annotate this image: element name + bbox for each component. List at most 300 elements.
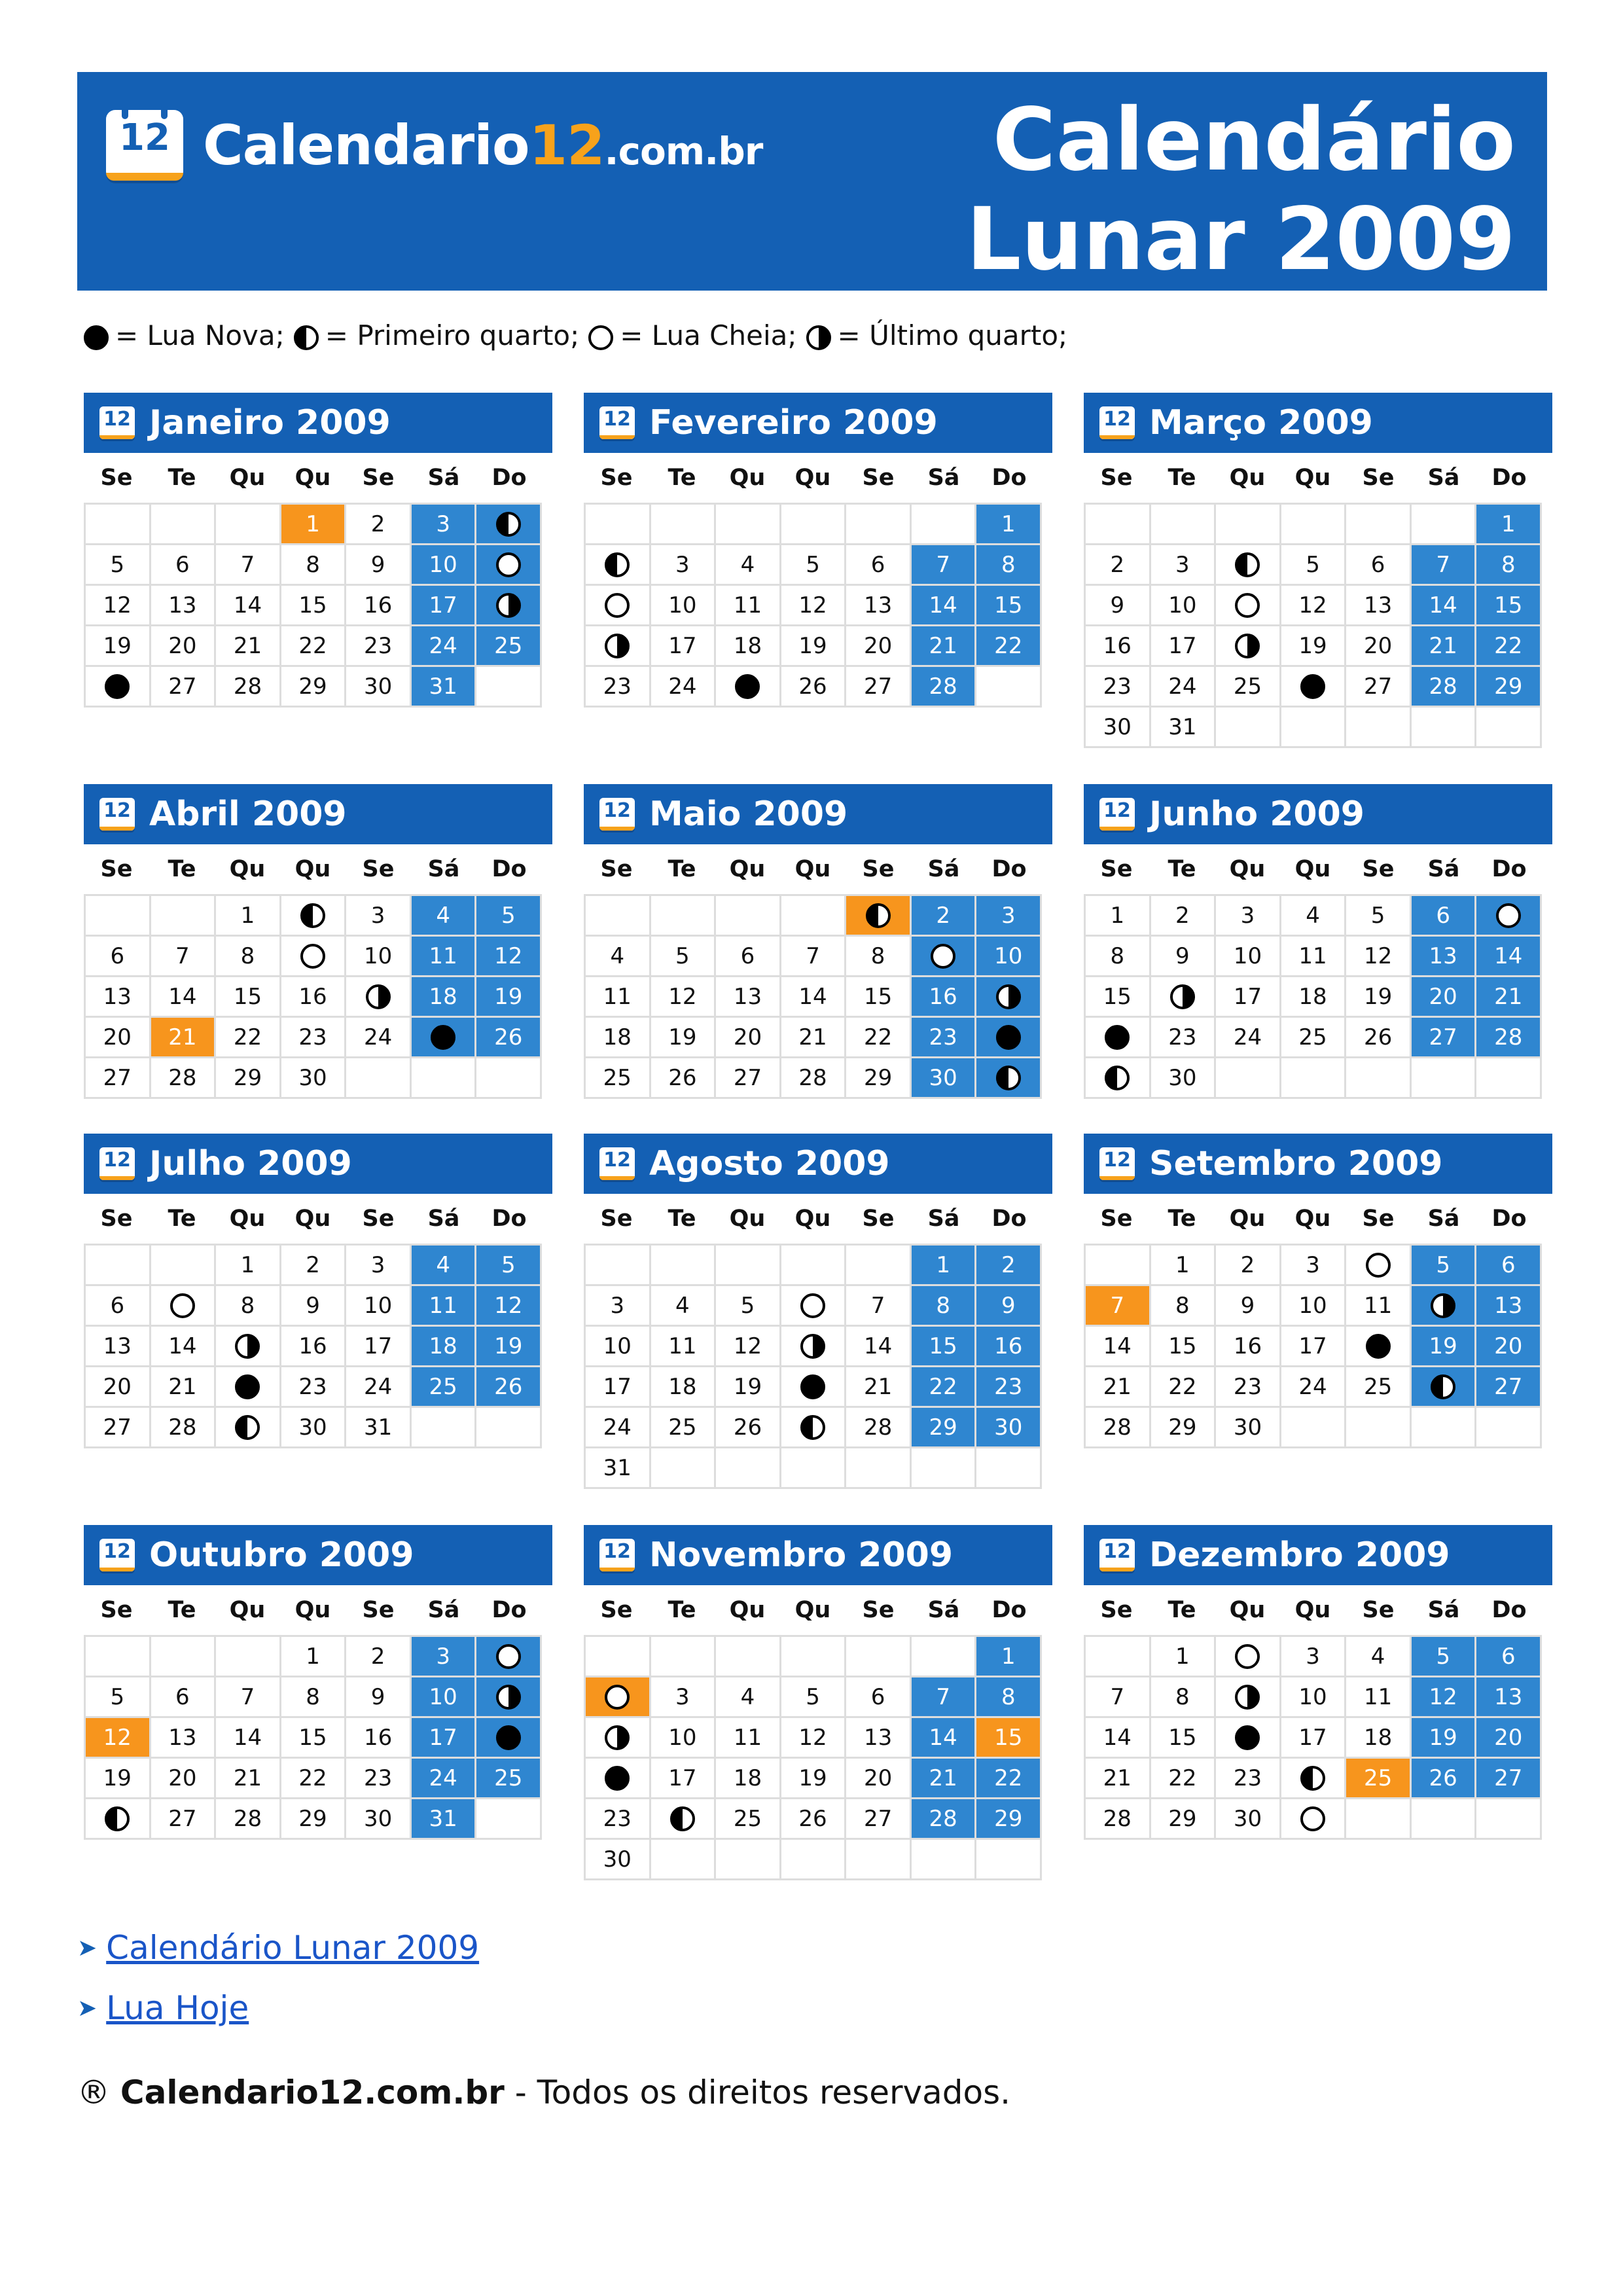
day-cell (781, 1327, 847, 1367)
day-cell: 2 (976, 1246, 1042, 1286)
day-cell: 17 (586, 1367, 651, 1408)
day-cell (1086, 1018, 1151, 1058)
month-grid (84, 1244, 542, 1448)
day-cell (976, 977, 1042, 1018)
week-row (1086, 1246, 1542, 1286)
arrow-right-icon: ➤ (77, 1934, 98, 1962)
weekday-label: Sá (427, 1597, 460, 1623)
week-row (1086, 545, 1542, 586)
day-cell: 20 (151, 626, 217, 667)
day-cell: 8 (976, 545, 1042, 586)
day-cell: 31 (346, 1408, 412, 1448)
week-row (1086, 505, 1542, 545)
week-row (1086, 1799, 1542, 1840)
empty-cell (1412, 1058, 1477, 1099)
empty-cell (1281, 1408, 1347, 1448)
weekday-label: Se (1100, 465, 1133, 491)
empty-cell (716, 505, 781, 545)
day-cell: 4 (412, 896, 477, 937)
day-cell: 3 (346, 1246, 412, 1286)
week-row (86, 1799, 542, 1840)
empty-cell (716, 1840, 781, 1880)
day-cell (586, 545, 651, 586)
week-row (86, 1759, 542, 1799)
empty-cell (586, 1637, 651, 1677)
day-cell: 2 (346, 1637, 412, 1677)
calendar-icon: 12 (1099, 1539, 1135, 1571)
first-quarter-icon (605, 552, 630, 577)
calendar-icon: 12 (99, 1539, 135, 1571)
day-cell: 17 (412, 586, 477, 626)
day-cell: 27 (1412, 1018, 1477, 1058)
empty-cell (476, 1408, 542, 1448)
weekday-label: Do (491, 856, 527, 882)
day-cell: 26 (781, 667, 847, 708)
week-row (86, 626, 542, 667)
empty-cell (651, 505, 717, 545)
week-row (86, 1018, 542, 1058)
empty-cell (1216, 1058, 1281, 1099)
day-cell: 25 (716, 1799, 781, 1840)
weekday-label: Do (991, 856, 1027, 882)
empty-cell (151, 505, 217, 545)
day-cell: 10 (1281, 1677, 1347, 1718)
empty-cell (586, 896, 651, 937)
day-cell: 26 (716, 1408, 781, 1448)
day-cell: 30 (281, 1408, 347, 1448)
week-row (86, 896, 542, 937)
day-cell (476, 1718, 542, 1759)
day-cell: 3 (976, 896, 1042, 937)
empty-cell (1476, 1408, 1542, 1448)
day-cell: 10 (651, 1718, 717, 1759)
week-row (586, 545, 1042, 586)
week-row (1086, 1677, 1542, 1718)
calendar-icon: 12 (599, 406, 635, 439)
day-cell: 11 (651, 1327, 717, 1367)
weekday-label: Sá (1427, 465, 1460, 491)
weekday-label: Te (168, 1206, 196, 1232)
day-cell: 5 (781, 545, 847, 586)
month-title: Outubro 2009 (149, 1535, 414, 1575)
day-cell: 27 (1476, 1367, 1542, 1408)
new-moon-icon (1105, 1025, 1130, 1050)
day-cell: 1 (1476, 505, 1542, 545)
day-cell: 9 (1086, 586, 1151, 626)
weekday-label: Sá (427, 856, 460, 882)
day-cell: 21 (1412, 626, 1477, 667)
first-quarter-icon (235, 1415, 260, 1440)
month-calendar (1084, 393, 1552, 748)
day-cell: 20 (1476, 1327, 1542, 1367)
day-cell: 23 (346, 1759, 412, 1799)
day-cell: 19 (716, 1367, 781, 1408)
link-lunar-calendar-2009[interactable]: Calendário Lunar 2009 (106, 1929, 480, 1967)
header-banner (77, 72, 1547, 291)
day-cell: 25 (1281, 1018, 1347, 1058)
weekday-header (1084, 1585, 1542, 1635)
month-calendar (584, 1134, 1052, 1489)
day-cell: 27 (716, 1058, 781, 1099)
weekday-label: Qu (729, 465, 766, 491)
day-cell: 21 (912, 626, 977, 667)
empty-cell (476, 1799, 542, 1840)
weekday-label: Do (491, 1206, 527, 1232)
empty-cell (1151, 505, 1217, 545)
day-cell: 8 (281, 1677, 347, 1718)
day-cell: 15 (1476, 586, 1542, 626)
day-cell: 27 (1346, 667, 1412, 708)
day-cell: 17 (1281, 1327, 1347, 1367)
day-cell: 5 (716, 1286, 781, 1327)
weekday-label: Qu (229, 1597, 266, 1623)
logo-text-number: 12 (529, 113, 605, 177)
last-quarter-icon (1235, 634, 1260, 658)
week-row (1086, 1327, 1542, 1367)
weekday-label: Sá (1427, 1206, 1460, 1232)
week-row (586, 977, 1042, 1018)
weekday-label: Se (100, 1597, 133, 1623)
empty-cell (846, 1448, 912, 1489)
day-cell: 3 (346, 896, 412, 937)
day-cell: 6 (151, 1677, 217, 1718)
day-cell: 20 (1476, 1718, 1542, 1759)
calendar-icon: 12 (1099, 798, 1135, 831)
first-quarter-icon (866, 903, 891, 928)
day-cell (716, 667, 781, 708)
empty-cell (651, 1448, 717, 1489)
day-cell: 21 (1086, 1759, 1151, 1799)
day-cell: 5 (651, 937, 717, 977)
empty-cell (912, 505, 977, 545)
day-cell: 17 (651, 1759, 717, 1799)
day-cell (1281, 667, 1347, 708)
day-cell: 30 (1151, 1058, 1217, 1099)
day-cell: 15 (1151, 1327, 1217, 1367)
day-cell: 1 (976, 505, 1042, 545)
full-moon-icon (496, 552, 521, 577)
day-cell: 25 (1346, 1759, 1412, 1799)
weekday-label: Se (362, 465, 395, 491)
empty-cell (781, 1448, 847, 1489)
empty-cell (846, 1840, 912, 1880)
last-quarter-icon (996, 984, 1021, 1009)
day-cell: 29 (912, 1408, 977, 1448)
day-cell: 8 (1476, 545, 1542, 586)
weekday-label: Qu (294, 1597, 331, 1623)
day-cell (1216, 545, 1281, 586)
day-cell: 14 (1086, 1327, 1151, 1367)
empty-cell (1346, 1408, 1412, 1448)
day-cell: 11 (412, 1286, 477, 1327)
day-cell: 15 (1151, 1718, 1217, 1759)
month-header (84, 784, 552, 844)
day-cell: 13 (86, 977, 151, 1018)
weekday-label: Qu (294, 856, 331, 882)
first-quarter-icon (1431, 1374, 1455, 1399)
day-cell: 12 (86, 1718, 151, 1759)
day-cell: 7 (216, 545, 281, 586)
empty-cell (846, 1637, 912, 1677)
day-cell: 26 (1412, 1759, 1477, 1799)
day-cell (216, 1327, 281, 1367)
month-grid (84, 894, 542, 1099)
month-title: Novembro 2009 (649, 1535, 954, 1575)
day-cell: 19 (476, 977, 542, 1018)
week-row (86, 1367, 542, 1408)
day-cell: 5 (476, 896, 542, 937)
day-cell (1346, 1246, 1412, 1286)
weekday-label: Se (862, 465, 895, 491)
month-header (1084, 1525, 1552, 1585)
empty-cell (216, 505, 281, 545)
week-row (86, 545, 542, 586)
weekday-label: Se (1100, 856, 1133, 882)
day-cell: 13 (1346, 586, 1412, 626)
site-logo[interactable] (106, 110, 762, 181)
day-cell: 1 (1151, 1246, 1217, 1286)
day-cell: 18 (1346, 1718, 1412, 1759)
month-header (1084, 1134, 1552, 1194)
day-cell: 1 (216, 1246, 281, 1286)
day-cell: 1 (912, 1246, 977, 1286)
month-header (584, 1525, 1052, 1585)
day-cell: 2 (281, 1246, 347, 1286)
month-title: Abril 2009 (149, 795, 347, 834)
empty-cell (1476, 1058, 1542, 1099)
full-moon-icon (605, 1685, 630, 1710)
day-cell: 12 (1281, 586, 1347, 626)
month-header (84, 1134, 552, 1194)
full-moon-icon (1300, 1806, 1325, 1831)
day-cell: 22 (281, 626, 347, 667)
day-cell: 22 (976, 626, 1042, 667)
full-moon-icon (496, 1644, 521, 1669)
day-cell (976, 1018, 1042, 1058)
empty-cell (1086, 1246, 1151, 1286)
last-quarter-icon (605, 1725, 630, 1750)
weekday-header (584, 844, 1042, 894)
week-row (86, 586, 542, 626)
month-title: Agosto 2009 (649, 1144, 890, 1183)
day-cell: 21 (151, 1018, 217, 1058)
month-title: Dezembro 2009 (1149, 1535, 1450, 1575)
day-cell: 4 (651, 1286, 717, 1327)
empty-cell (586, 1246, 651, 1286)
day-cell: 27 (1476, 1759, 1542, 1799)
day-cell (476, 505, 542, 545)
day-cell: 13 (86, 1327, 151, 1367)
day-cell: 18 (412, 977, 477, 1018)
day-cell: 25 (586, 1058, 651, 1099)
day-cell: 19 (781, 626, 847, 667)
week-row (586, 1408, 1042, 1448)
weekday-label: Sá (1427, 1597, 1460, 1623)
empty-cell (716, 1246, 781, 1286)
day-cell: 1 (1151, 1637, 1217, 1677)
moon-phase-legend (84, 319, 1077, 351)
empty-cell (781, 1840, 847, 1880)
day-cell: 22 (976, 1759, 1042, 1799)
day-cell: 23 (912, 1018, 977, 1058)
weekday-label: Qu (229, 465, 266, 491)
month-header (584, 393, 1052, 453)
day-cell: 30 (346, 667, 412, 708)
day-cell: 10 (1216, 937, 1281, 977)
empty-cell (716, 896, 781, 937)
day-cell (476, 545, 542, 586)
empty-cell (781, 896, 847, 937)
week-row (86, 1408, 542, 1448)
week-row (1086, 937, 1542, 977)
day-cell (1216, 626, 1281, 667)
weekday-label: Do (991, 465, 1027, 491)
weekday-label: Te (168, 465, 196, 491)
week-row (86, 505, 542, 545)
weekday-label: Te (1168, 1206, 1196, 1232)
first-quarter-icon (1300, 1766, 1325, 1791)
day-cell: 27 (846, 1799, 912, 1840)
link-row-moon-today (77, 1978, 479, 2038)
links-section (77, 1918, 479, 2038)
month-title: Setembro 2009 (1149, 1144, 1443, 1183)
day-cell: 27 (86, 1058, 151, 1099)
weekday-label: Qu (1229, 1206, 1266, 1232)
day-cell: 5 (476, 1246, 542, 1286)
day-cell: 30 (346, 1799, 412, 1840)
day-cell: 31 (412, 1799, 477, 1840)
day-cell: 22 (1476, 626, 1542, 667)
day-cell (1216, 1637, 1281, 1677)
day-cell: 28 (912, 1799, 977, 1840)
month-calendar (584, 393, 1052, 708)
day-cell: 25 (412, 1367, 477, 1408)
month-grid (1084, 894, 1542, 1099)
day-cell: 17 (651, 626, 717, 667)
legend-symbol (806, 319, 831, 351)
link-moon-today[interactable]: Lua Hoje (106, 1989, 249, 2027)
weekday-label: Sá (927, 1597, 960, 1623)
empty-cell (1346, 708, 1412, 748)
legend-label: = Lua Nova; (115, 319, 285, 351)
day-cell: 11 (1346, 1677, 1412, 1718)
week-row (586, 1759, 1042, 1799)
weekday-label: Te (668, 856, 696, 882)
week-row (586, 1058, 1042, 1099)
day-cell: 9 (346, 1677, 412, 1718)
day-cell: 30 (1086, 708, 1151, 748)
weekday-label: Qu (794, 1206, 831, 1232)
day-cell: 2 (1086, 545, 1151, 586)
weekday-label: Qu (294, 1206, 331, 1232)
day-cell (151, 1286, 217, 1327)
week-row (1086, 1367, 1542, 1408)
weekday-label: Se (362, 856, 395, 882)
day-cell: 28 (151, 1408, 217, 1448)
weekday-label: Se (600, 856, 633, 882)
day-cell (1281, 1799, 1347, 1840)
day-cell (912, 937, 977, 977)
day-cell: 22 (281, 1759, 347, 1799)
day-cell: 27 (86, 1408, 151, 1448)
day-cell: 6 (151, 545, 217, 586)
day-cell: 28 (1086, 1408, 1151, 1448)
day-cell (781, 1286, 847, 1327)
weekday-label: Qu (729, 1597, 766, 1623)
weekday-label: Qu (794, 856, 831, 882)
new-moon-icon (996, 1025, 1021, 1050)
day-cell: 19 (1412, 1327, 1477, 1367)
week-row (1086, 586, 1542, 626)
week-row (586, 1327, 1042, 1367)
week-row (86, 1327, 542, 1367)
day-cell: 3 (1151, 545, 1217, 586)
day-cell: 18 (586, 1018, 651, 1058)
day-cell: 13 (151, 1718, 217, 1759)
weekday-label: Se (1362, 856, 1395, 882)
day-cell: 27 (151, 667, 217, 708)
new-moon-icon (605, 1766, 630, 1791)
day-cell (586, 1718, 651, 1759)
day-cell (1216, 586, 1281, 626)
day-cell: 22 (1151, 1367, 1217, 1408)
empty-cell (912, 1840, 977, 1880)
week-row (586, 1718, 1042, 1759)
month-calendar (584, 784, 1052, 1099)
empty-cell (1216, 708, 1281, 748)
legend-label: = Primeiro quarto; (325, 319, 580, 351)
day-cell: 23 (586, 1799, 651, 1840)
day-cell: 28 (1086, 1799, 1151, 1840)
day-cell: 8 (1086, 937, 1151, 977)
day-cell: 9 (346, 545, 412, 586)
day-cell (86, 667, 151, 708)
day-cell: 1 (281, 1637, 347, 1677)
new-moon-icon (1300, 674, 1325, 699)
weekday-header (84, 1585, 542, 1635)
first-quarter-icon (800, 1415, 825, 1440)
calendar-logo-icon (106, 110, 183, 181)
day-cell: 21 (216, 1759, 281, 1799)
empty-cell (1216, 505, 1281, 545)
day-cell: 13 (151, 586, 217, 626)
day-cell: 18 (1281, 977, 1347, 1018)
day-cell: 3 (586, 1286, 651, 1327)
day-cell: 30 (586, 1840, 651, 1880)
day-cell: 28 (151, 1058, 217, 1099)
month-calendar (1084, 1134, 1552, 1448)
new-moon-icon (800, 1374, 825, 1399)
weekday-header (584, 453, 1042, 503)
new-moon-icon (84, 325, 109, 350)
week-row (86, 977, 542, 1018)
month-calendar (584, 1525, 1052, 1880)
week-row (1086, 667, 1542, 708)
last-quarter-icon (496, 593, 521, 618)
day-cell: 23 (281, 1367, 347, 1408)
day-cell: 23 (281, 1018, 347, 1058)
week-row (586, 626, 1042, 667)
week-row (86, 667, 542, 708)
month-header (1084, 784, 1552, 844)
empty-cell (476, 1058, 542, 1099)
weekday-label: Te (1168, 465, 1196, 491)
day-cell: 29 (281, 1799, 347, 1840)
day-cell: 6 (1412, 896, 1477, 937)
day-cell: 14 (216, 1718, 281, 1759)
empty-cell (476, 667, 542, 708)
day-cell: 15 (216, 977, 281, 1018)
